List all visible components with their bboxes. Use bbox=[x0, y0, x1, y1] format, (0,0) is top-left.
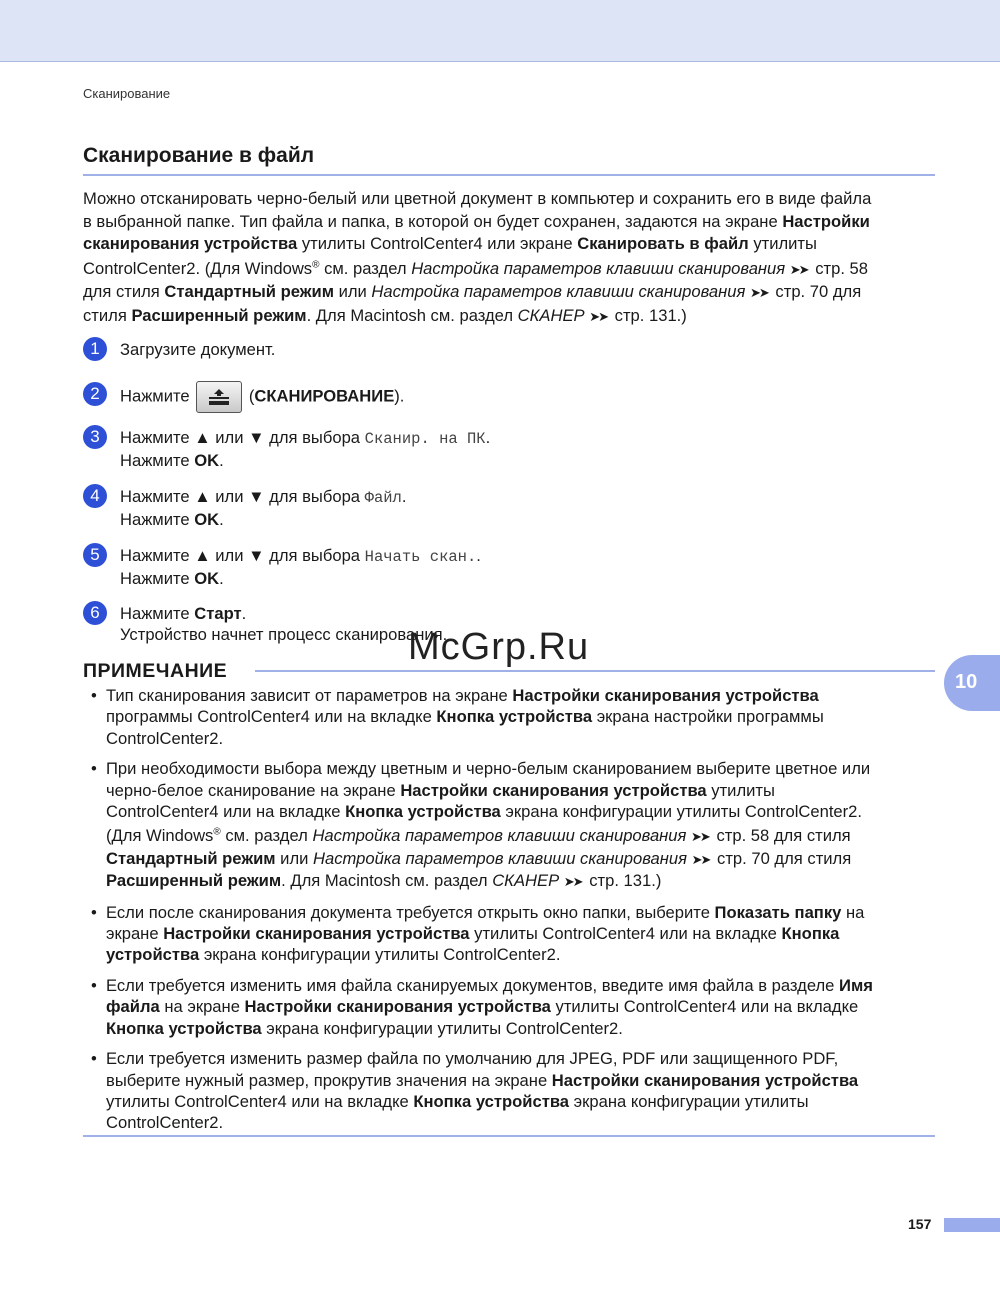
intro-line: стиля Расширенный режим. Для Macintosh см. раздел СКАНЕР ➤➤ стр. 131.) bbox=[83, 305, 687, 325]
step-text: Загрузите документ. bbox=[120, 340, 276, 359]
bullet-icon: • bbox=[91, 902, 97, 922]
intro-line: для стиля Стандартный режим или Настройка параметров клавиши сканирования ➤➤ стр. 70 для bbox=[83, 282, 862, 301]
running-head: Сканирование bbox=[83, 86, 171, 101]
step-number: 1 bbox=[83, 337, 107, 361]
watermark: McGrp.Ru bbox=[408, 626, 590, 668]
note-title: ПРИМЕЧАНИЕ bbox=[83, 660, 228, 682]
top-band bbox=[0, 0, 1000, 62]
step-text: Нажмите ▲ или ▼ для выбора Файл. Нажмите OK. bbox=[120, 487, 407, 529]
intro-paragraph bbox=[83, 188, 943, 328]
intro-line: Можно отсканировать черно-белый или цветной документ в компьютер и сохранить его в виде файла bbox=[83, 189, 872, 208]
note-item: • Если требуется изменить размер файла по умолчанию для JPEG, PDF или защищенного PDF, выберите нужный размер, прокрутив значения на экране Настройки сканирования устройства утилиты ControlCenter4 или на вкладке Кнопка устройства экрана конфигурации утилиты ControlCenter2. bbox=[91, 1049, 859, 1133]
step-number: 4 bbox=[83, 484, 107, 508]
section-title: Сканирование в файл bbox=[83, 144, 315, 167]
arrow-icon: ➤➤ bbox=[563, 874, 582, 890]
step-number: 6 bbox=[83, 601, 107, 625]
bottom-rule bbox=[83, 1135, 935, 1137]
bullet-icon: • bbox=[91, 1049, 97, 1069]
section-rule bbox=[83, 174, 935, 176]
note-item: • Если после сканирования документа требуется открыть окно папки, выберите Показать папку на экране Настройки сканирования устройства утилиты ControlCenter4 или на вкладке Кнопка устройства экрана конфигурации утилиты ControlCenter2. bbox=[91, 902, 865, 965]
note-item: • Тип сканирования зависит от параметров на экране Настройки сканирования устройства программы ControlCenter4 или на вкладке Кнопка устройства экрана настройки программы ControlCenter2. bbox=[91, 686, 824, 748]
note-rule bbox=[255, 670, 935, 672]
step-number: 5 bbox=[83, 543, 107, 567]
arrow-icon: ➤➤ bbox=[691, 829, 709, 845]
chapter-tab[interactable]: 10 bbox=[944, 655, 1000, 711]
bullet-icon: • bbox=[91, 686, 97, 705]
step-number: 2 bbox=[83, 382, 107, 406]
bullet-icon: • bbox=[91, 975, 97, 995]
arrow-icon: ➤➤ bbox=[589, 308, 608, 324]
note-list bbox=[91, 685, 941, 1143]
step-number: 3 bbox=[83, 425, 107, 449]
bullet-icon: • bbox=[91, 759, 97, 779]
step-text: Нажмите ▲ или ▼ для выбора Сканир. на ПК. Нажмите OK. bbox=[120, 428, 491, 470]
intro-line: ControlCenter2. (Для Windows® см. раздел Настройка параметров клавиши сканирования ➤➤ стр. 58 bbox=[83, 258, 868, 278]
intro-line: в выбранной папке. Тип файла и папка, в которой он будет сохранен, задаются на экране Настройки bbox=[83, 211, 870, 231]
note-item: • При необходимости выбора между цветным и черно-белым сканированием выберите цветное или черно-белое сканирование на экране Настройки сканирования устройства утилиты ControlCenter4 или на вкладке Кнопка устройства экрана конфигурации утилиты ControlCenter2. (Для Windows® см. раздел Настройка параметров клавиши сканирования ➤➤ стр. 58 для стиля Стандартный режим или Настройка параметров клавиши сканирования ➤➤ стр. 70 для стиля Расширенный режим. Для Macintosh см. раздел СКАНЕР ➤➤ стр. 131.) bbox=[91, 759, 871, 891]
arrow-icon: ➤➤ bbox=[750, 285, 768, 300]
arrow-icon: ➤➤ bbox=[789, 261, 808, 277]
arrow-icon: ➤➤ bbox=[691, 851, 710, 867]
intro-line: сканирования устройства утилиты ControlCenter4 или экране Сканировать в файл утилиты bbox=[83, 234, 817, 253]
page-bar bbox=[944, 1218, 1000, 1232]
note-item: • Если требуется изменить имя файла сканируемых документов, введите имя файла в разделе Имя файла на экране Настройки сканирования устройства утилиты ControlCenter4 или на вкладке Кнопка устройства экрана конфигурации утилиты ControlCenter2. bbox=[91, 975, 873, 1038]
page-number: 157 bbox=[908, 1216, 932, 1232]
scan-button-icon bbox=[196, 381, 242, 413]
step-text: Нажмите ▲ или ▼ для выбора Начать скан.. Нажмите OK. bbox=[120, 546, 481, 588]
step-text: Нажмите Старт. Устройство начнет процесс сканирования. bbox=[120, 604, 448, 644]
step-text: Нажмите (СКАНИРОВАНИЕ). bbox=[120, 381, 404, 413]
